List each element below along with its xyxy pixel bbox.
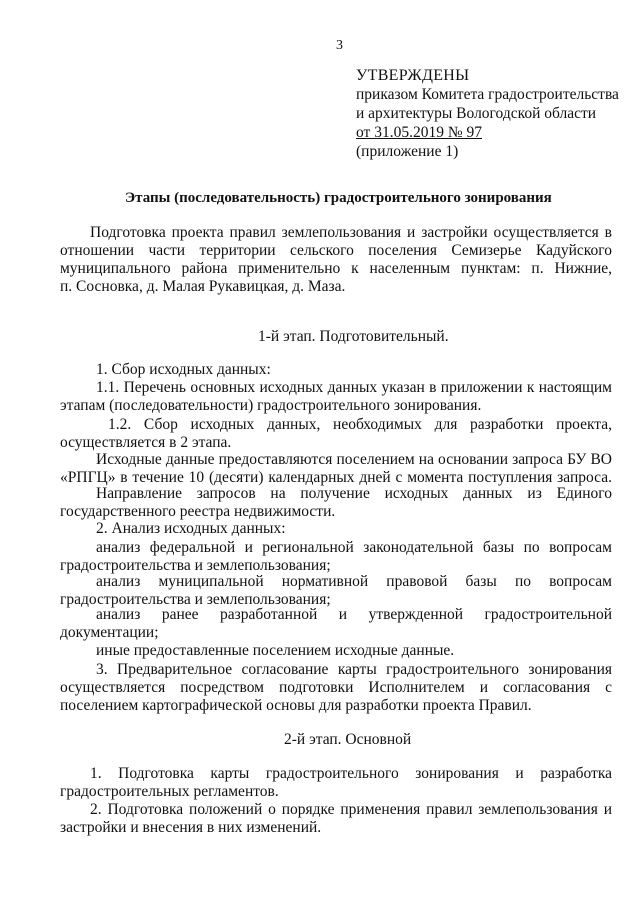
text-line: документации; — [60, 624, 159, 641]
stage2-item1 — [60, 765, 612, 801]
stage2-heading: 2-й этап. Основной — [284, 731, 412, 748]
text-line: этапам (последовательности) градостроительного зонирования. — [60, 397, 482, 414]
text-line: 1.1. Перечень основных исходных данных указан в приложении к настоящим — [96, 379, 612, 396]
text-line: 2. Подготовка положений о порядке применения правил землепользования и — [90, 801, 612, 818]
text-line: Подготовка проекта правил землепользования и застройки осуществляется в — [90, 224, 612, 241]
stage2-item2 — [60, 801, 612, 837]
stage1-item2: 2. Анализ исходных данных: — [96, 520, 286, 537]
approval-line: и архитектуры Вологодской области — [356, 105, 597, 122]
text-line: осуществляется в 2 этапа. — [60, 434, 232, 451]
page-number: 3 — [336, 38, 343, 53]
text-line: анализ ранее разработанной и утвержденной градостроительной — [96, 606, 612, 623]
intro-paragraph — [60, 224, 612, 296]
stage1-item3 — [60, 661, 612, 715]
text-line: градостроительных регламентов. — [60, 783, 279, 800]
text-line: Направление запросов на получение исходных данных из Единого — [96, 485, 612, 502]
text-line: поселением картографической основы для разработки проекта Правил. — [60, 697, 532, 714]
document-title: Этапы (последовательность) градостроительного зонирования — [125, 190, 552, 206]
approval-line: (приложение 1) — [356, 143, 459, 160]
approval-title: УТВЕРЖДЕНЫ — [356, 67, 470, 84]
text-line: 3. Предварительное согласование карты градостроительного зонирования — [96, 661, 612, 678]
stage1-item1-2 — [60, 416, 612, 452]
text-line: застройки и внесения в них изменений. — [60, 819, 322, 836]
analysis-item-3 — [60, 606, 612, 642]
analysis-item-4: иные предоставленные поселением исходные данные. — [96, 642, 455, 659]
text-line: Исходные данные предоставляются поселением на основании запроса БУ ВО — [96, 451, 612, 468]
stage1-heading: 1-й этап. Подготовительный. — [258, 328, 449, 345]
stage1-source-paragraph — [60, 451, 612, 487]
analysis-item-1 — [60, 539, 612, 575]
text-line: «РПГЦ» в течение 10 (десяти) календарных дней с момента поступления запроса. — [60, 469, 612, 486]
text-line: анализ муниципальной нормативной правовой базы по вопросам — [96, 573, 612, 590]
text-line: градостроительства и землепользования; — [60, 557, 331, 574]
text-line: п. Сосновка, д. Малая Рукавицкая, д. Маза. — [60, 278, 346, 295]
text-line: анализ федеральной и региональной законодательной базы по вопросам — [96, 539, 612, 556]
stage1-request-paragraph — [60, 485, 612, 521]
text-line: осуществляется посредством подготовки Исполнителем и согласования с — [60, 679, 612, 696]
text-line: государственного реестра недвижимости. — [60, 503, 336, 520]
approval-line: приказом Комитета градостроительства — [356, 86, 619, 103]
approval-order-number: от 31.05.2019 № 97 — [356, 124, 482, 141]
stage1-item1-1 — [60, 379, 612, 415]
text-line: отношении части территории сельского поселения Семизерье Кадуйского — [60, 242, 612, 259]
text-line: 1. Подготовка карты градостроительного зонирования и разработка — [90, 765, 612, 782]
text-line: 1.2. Сбор исходных данных, необходимых для разработки проекта, — [108, 416, 612, 433]
approval-block — [356, 66, 619, 161]
stage1-item1: 1. Сбор исходных данных: — [96, 361, 271, 378]
text-line: градостроительства и землепользования; — [60, 591, 331, 608]
analysis-item-2 — [60, 573, 612, 609]
text-line: муниципального района применительно к населенным пунктам: п. Нижние, — [60, 260, 612, 277]
